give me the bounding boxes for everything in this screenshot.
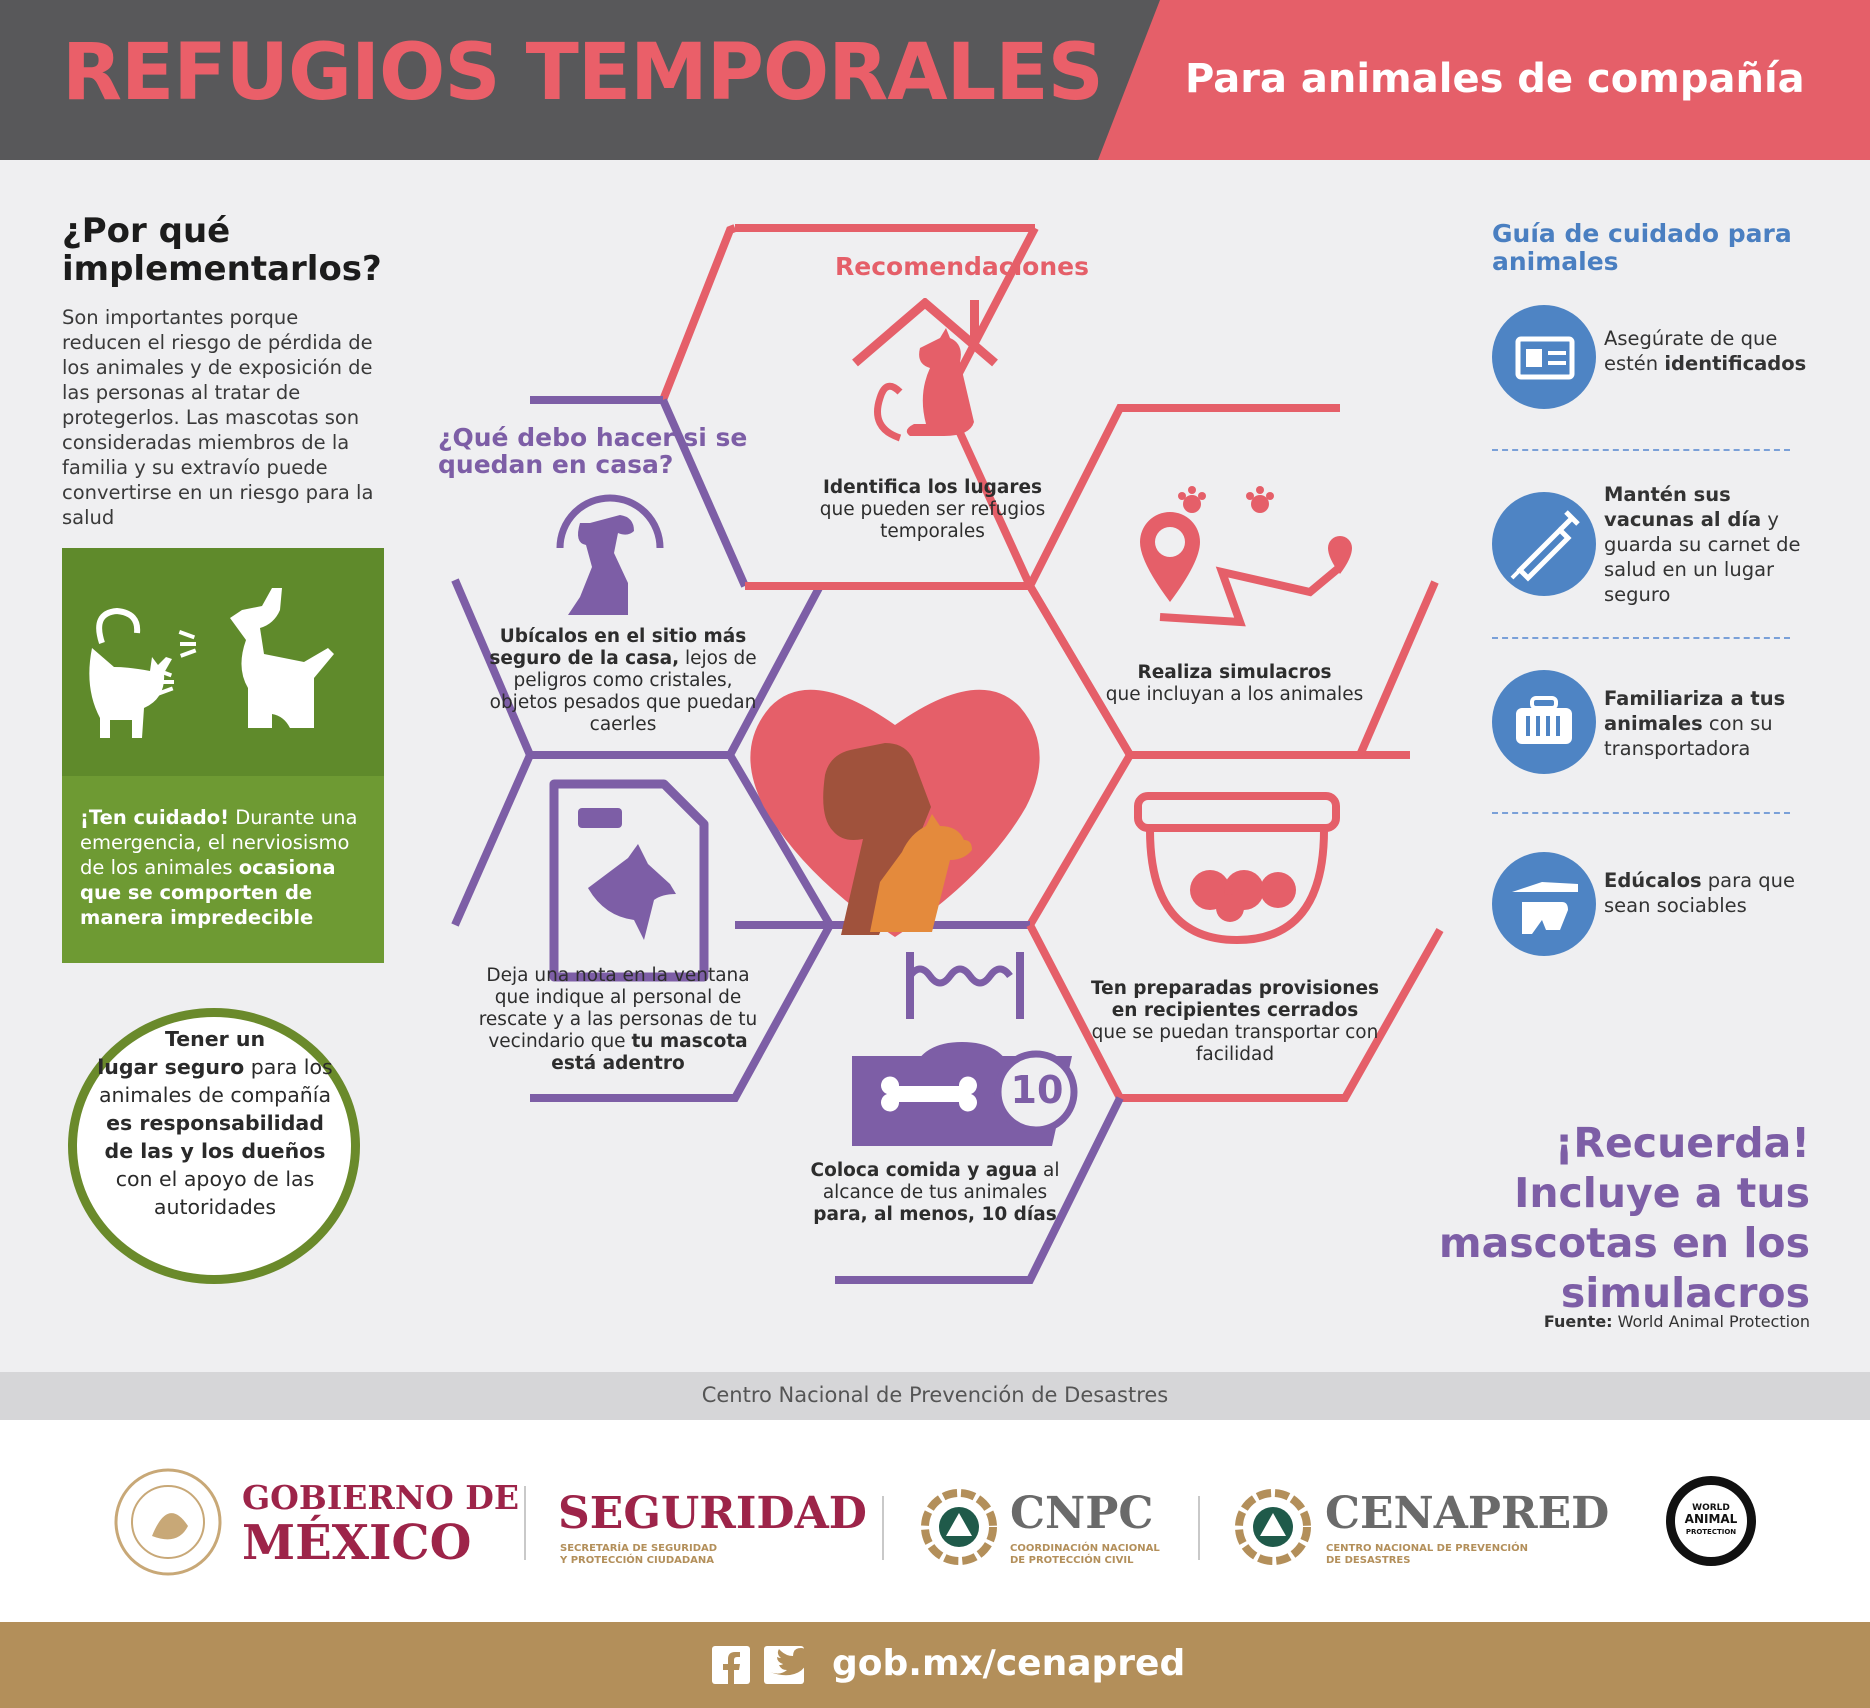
guide-item-4-text: para que sean sociables: [1604, 869, 1796, 917]
safe-text-1: para los animales de compañía: [98, 1055, 333, 1107]
warning-bold-1: ¡Ten cuidado!: [80, 806, 229, 829]
page-subtitle: Para animales de compañía: [1185, 56, 1805, 102]
dog-sitting-icon: [550, 488, 670, 618]
cenapred-emblem-logo: [1234, 1488, 1312, 1566]
guide-item-3: [1604, 686, 1819, 761]
rec-item-1: [800, 477, 1065, 543]
page-title: REFUGIOS TEMPORALES: [62, 28, 1103, 118]
at-home-item-2-bold: tu mascota está adentro: [551, 1031, 748, 1074]
source-label: Fuente:: [1543, 1312, 1613, 1331]
logo-separator: [1198, 1496, 1200, 1560]
cnpc-logo: CNPC: [1010, 1488, 1154, 1539]
seguridad-logo: SEGURIDAD: [558, 1488, 867, 1539]
cnpc-subtitle: [1010, 1543, 1160, 1567]
footer-org-name: Centro Nacional de Prevención de Desastres: [701, 1383, 1169, 1407]
at-home-item-1-bold: Ubícalos en el sitio más seguro de la casa,: [489, 626, 747, 669]
cat-dog-barking-icon: [62, 548, 384, 776]
guide-item-1-text: Asegúrate de que estén: [1604, 327, 1778, 375]
facebook-icon[interactable]: [712, 1646, 750, 1684]
rec-item-1-bold: Identifica los lugares: [822, 477, 1043, 498]
twitter-icon[interactable]: [764, 1646, 804, 1684]
at-home-item-2: [478, 965, 758, 1075]
cenapred-sub-2: DE DESASTRES: [1326, 1555, 1411, 1566]
mexico-coat-of-arms-logo: [112, 1466, 224, 1578]
note-dog-icon: [548, 778, 710, 983]
gobierno-line-1: GOBIERNO DE: [242, 1478, 520, 1517]
divider: [1492, 449, 1790, 451]
cenapred-subtitle: [1326, 1543, 1528, 1567]
logo-separator: [524, 1486, 526, 1560]
guide-item-1: [1604, 326, 1819, 376]
safe-place-text: [95, 1025, 335, 1221]
at-home-item-2-text: Deja una nota en la ventana que indique al personal de rescate y a las personas de tu vecindario que: [478, 965, 758, 1052]
seguridad-subtitle: [560, 1543, 717, 1567]
gobierno-line-2: MÉXICO: [242, 1515, 472, 1571]
guide-item-2-bold: Mantén sus vacunas al día: [1604, 483, 1762, 531]
drill-map-icon: [1110, 482, 1360, 642]
safe-bold-2: es responsabilidad de las y los dueños: [104, 1111, 326, 1163]
pet-carrier-icon: [1492, 670, 1596, 774]
at-home-item-1: [478, 626, 768, 736]
seguridad-sub-1: SECRETARÍA DE SEGURIDAD: [560, 1543, 718, 1554]
cenapred-logo: CENAPRED: [1325, 1488, 1610, 1539]
guide-item-3-bold: Familiariza a tus animales: [1604, 687, 1786, 735]
source-credit: [1480, 1312, 1810, 1331]
at-home-heading: ¿Qué debo hacer si se quedan en casa?: [438, 423, 748, 479]
provisions-bold: Ten preparadas provisiones en recipientes cerrados: [1090, 978, 1379, 1021]
guide-heading: Guía de cuidado para animales: [1492, 219, 1792, 276]
safe-bold-1: lugar seguro: [97, 1055, 245, 1079]
at-home-item-3: [800, 1160, 1070, 1226]
guide-item-3-text: con su transportadora: [1604, 712, 1773, 760]
divider: [1492, 812, 1790, 814]
cnpc-sub-1: COORDINACIÓN NACIONAL: [1010, 1543, 1160, 1554]
food-container-icon: [1132, 790, 1342, 950]
guide-item-2: [1604, 482, 1819, 607]
why-heading: ¿Por qué implementarlos?: [62, 211, 382, 289]
warning-text-1: Durante una emergencia, el nerviosismo de los animales: [80, 806, 358, 879]
guide-item-4: [1604, 868, 1819, 918]
divider: [1492, 637, 1790, 639]
rec-item-1-text: que pueden ser refugios temporales: [819, 499, 1046, 542]
footer-url-link[interactable]: gob.mx/cenapred: [832, 1643, 1186, 1684]
at-home-item-3-bold-2: para, al menos, 10 días: [813, 1204, 1057, 1225]
guide-item-2-text: y guarda su carnet de salud en un lugar seguro: [1604, 508, 1801, 606]
wap-text-3: PROTECTION: [1685, 1528, 1737, 1536]
warning-bold-2: ocasiona que se comporten de manera impredecible: [80, 856, 336, 929]
source-value: World Animal Protection: [1612, 1312, 1810, 1331]
at-home-item-1-text: lejos de peligros como cristales, objetos pesados que puedan caerles: [489, 648, 757, 735]
id-card-icon: [1492, 305, 1596, 409]
safe-text-2: con el apoyo de las autoridades: [115, 1167, 315, 1219]
logo-separator: [882, 1496, 884, 1560]
food-bowl-icon: [812, 944, 1092, 1150]
recommendations-heading: Recomendaciones: [835, 252, 1089, 281]
wap-text-1: WORLD: [1692, 1503, 1730, 1513]
syringe-icon: [1492, 492, 1596, 596]
wap-logo-text: [1666, 1503, 1756, 1538]
house-cat-icon: [850, 298, 1010, 468]
days-badge: 10: [1010, 1068, 1064, 1112]
heart-pets-icon: [750, 690, 1039, 937]
safe-line-1: Tener un: [164, 1027, 266, 1051]
drills-item: [1102, 662, 1367, 706]
provisions-text: que se puedan transportar con facilidad: [1091, 1022, 1379, 1065]
cnpc-emblem-logo: [920, 1488, 998, 1566]
wap-text-2: ANIMAL: [1684, 1512, 1738, 1526]
warning-illustration: [62, 548, 384, 776]
remember-callout: ¡Recuerda! Incluye a tus mascotas en los simulacros: [1438, 1119, 1810, 1317]
drills-bold: Realiza simulacros: [1137, 662, 1332, 683]
guide-item-1-bold: identificados: [1664, 352, 1807, 375]
at-home-item-3-text: al alcance de tus animales: [822, 1160, 1060, 1203]
guide-item-4-bold: Edúcalos: [1604, 869, 1702, 892]
cenapred-sub-1: CENTRO NACIONAL DE PREVENCIÓN: [1326, 1543, 1529, 1554]
seguridad-sub-2: Y PROTECCIÓN CIUDADANA: [560, 1555, 715, 1566]
provisions-item: [1090, 978, 1380, 1066]
warning-text: [80, 805, 370, 930]
at-home-item-3-bold: Coloca comida y agua: [810, 1160, 1038, 1181]
hand-dog-icon: [1492, 852, 1596, 956]
why-body: Son importantes porque reducen el riesgo de pérdida de los animales y de exposición de las personas al tratar de protegerlos. Las mascotas son consideradas miembros de la familia y su extravío puede convertirse en un riesgo para la salud: [62, 306, 374, 529]
drills-text: que incluyan a los animales: [1105, 684, 1364, 705]
cnpc-sub-2: DE PROTECCIÓN CIVIL: [1010, 1555, 1134, 1566]
